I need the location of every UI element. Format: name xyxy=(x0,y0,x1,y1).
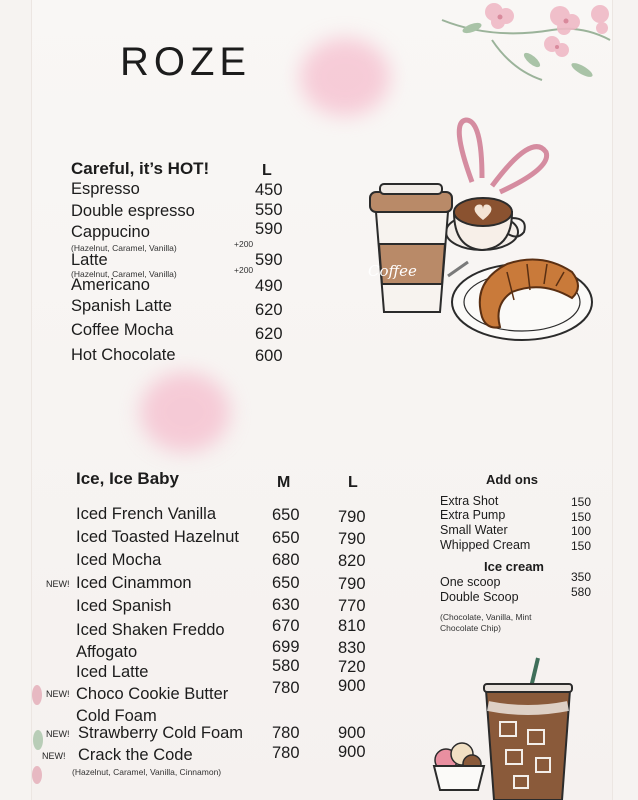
menu-page xyxy=(32,0,612,800)
item-price: 550 xyxy=(255,201,283,219)
pink-splash-top xyxy=(300,38,390,116)
coffee-croissant-illustration-icon xyxy=(332,112,602,352)
flavor-note: (Hazelnut, Caramel, Vanilla, Cinnamon) xyxy=(72,767,222,777)
new-badge: NEW! xyxy=(42,751,66,761)
leaf-decoration-icon xyxy=(32,680,46,790)
addon-price: 100 xyxy=(571,524,592,538)
item-price: 590 xyxy=(255,251,283,269)
icecream-price: 350 xyxy=(571,570,592,584)
price-l: 790 xyxy=(338,575,366,593)
list-item: Crack the Code xyxy=(78,746,193,764)
brand-title: ROZE xyxy=(120,40,252,84)
price-l: 810 xyxy=(338,617,366,635)
price-l: 720 xyxy=(338,658,366,676)
price-m: 580 xyxy=(272,657,300,675)
addon-price: 150 xyxy=(571,495,592,509)
price-l: 770 xyxy=(338,597,366,615)
list-item: Espresso xyxy=(71,180,140,198)
price-l: 830 xyxy=(338,639,366,657)
iced-size-l-header: L xyxy=(348,474,358,491)
icecream-flavors: Chocolate Chip) xyxy=(440,623,501,633)
list-item: Cappucino xyxy=(71,223,150,241)
addons-title: Add ons xyxy=(486,472,538,487)
list-item: Double espresso xyxy=(71,202,195,220)
icecream-title: Ice cream xyxy=(484,559,544,574)
flower-decoration-icon xyxy=(432,0,612,90)
list-item: Iced French Vanilla xyxy=(76,505,217,523)
price-m: 670 xyxy=(272,617,300,635)
list-item: Iced Latte xyxy=(76,663,149,681)
addon-item: Extra Shot xyxy=(440,494,499,508)
addon-item: Extra Pump xyxy=(440,508,506,522)
icecream-item: Double Scoop xyxy=(440,590,519,604)
list-item: Hot Chocolate xyxy=(71,346,176,364)
hot-section-title: Careful, it’s HOT! xyxy=(71,159,210,178)
price-l: 900 xyxy=(338,743,366,761)
list-item: Iced Spanish xyxy=(76,597,172,615)
icecream-price: 580 xyxy=(571,585,592,599)
list-item: Choco Cookie Butter xyxy=(76,685,229,703)
flavor-note: (Hazelnut, Caramel, Vanilla) xyxy=(71,269,177,279)
iced-size-m-header: M xyxy=(277,474,291,491)
list-item: Iced Mocha xyxy=(76,551,162,569)
list-item: Affogato xyxy=(76,643,138,661)
flavor-addon-price: +200 xyxy=(234,265,254,275)
iced-section-title: Ice, Ice Baby xyxy=(76,469,180,488)
price-l: 900 xyxy=(338,724,366,742)
price-m: 680 xyxy=(272,551,300,569)
price-l: 900 xyxy=(338,677,366,695)
item-price: 600 xyxy=(255,347,283,365)
icecream-item: One scoop xyxy=(440,575,501,589)
hot-size-l-header: L xyxy=(262,162,272,179)
price-m: 780 xyxy=(272,724,300,742)
icecream-flavors: (Chocolate, Vanilla, Mint xyxy=(440,612,532,622)
list-item: Iced Shaken Freddo xyxy=(76,621,225,639)
addon-price: 150 xyxy=(571,539,592,553)
pink-splash-middle xyxy=(140,372,230,452)
price-m: 780 xyxy=(272,679,300,697)
price-l: 790 xyxy=(338,508,366,526)
addon-price: 150 xyxy=(571,510,592,524)
item-price: 490 xyxy=(255,277,283,295)
price-l: 820 xyxy=(338,552,366,570)
item-price: 620 xyxy=(255,325,283,343)
item-price: 620 xyxy=(255,301,283,319)
addon-item: Whipped Cream xyxy=(440,538,531,552)
item-price: 450 xyxy=(255,181,283,199)
addon-item: Small Water xyxy=(440,523,508,537)
list-item: Latte xyxy=(71,251,108,269)
new-badge: NEW! xyxy=(46,689,70,699)
cup-label: Coffee xyxy=(368,262,417,280)
price-m: 699 xyxy=(272,638,300,656)
list-item: Spanish Latte xyxy=(71,297,172,315)
price-m: 650 xyxy=(272,529,300,547)
new-badge: NEW! xyxy=(46,729,70,739)
list-item: Strawberry Cold Foam xyxy=(78,724,244,742)
price-m: 650 xyxy=(272,506,300,524)
list-item: Coffee Mocha xyxy=(71,321,174,339)
list-item: Cold Foam xyxy=(76,707,157,725)
price-m: 780 xyxy=(272,744,300,762)
flavor-note: (Hazelnut, Caramel, Vanilla) xyxy=(71,243,177,253)
flavor-addon-price: +200 xyxy=(234,239,254,249)
item-price: 590 xyxy=(255,220,283,238)
list-item: Iced Toasted Hazelnut xyxy=(76,528,239,546)
price-m: 630 xyxy=(272,596,300,614)
price-l: 790 xyxy=(338,530,366,548)
list-item: Iced Cinammon xyxy=(76,574,192,592)
new-badge: NEW! xyxy=(46,579,70,589)
list-item: Americano xyxy=(71,276,150,294)
iced-coffee-icecream-illustration-icon xyxy=(428,650,578,800)
price-m: 650 xyxy=(272,574,300,592)
